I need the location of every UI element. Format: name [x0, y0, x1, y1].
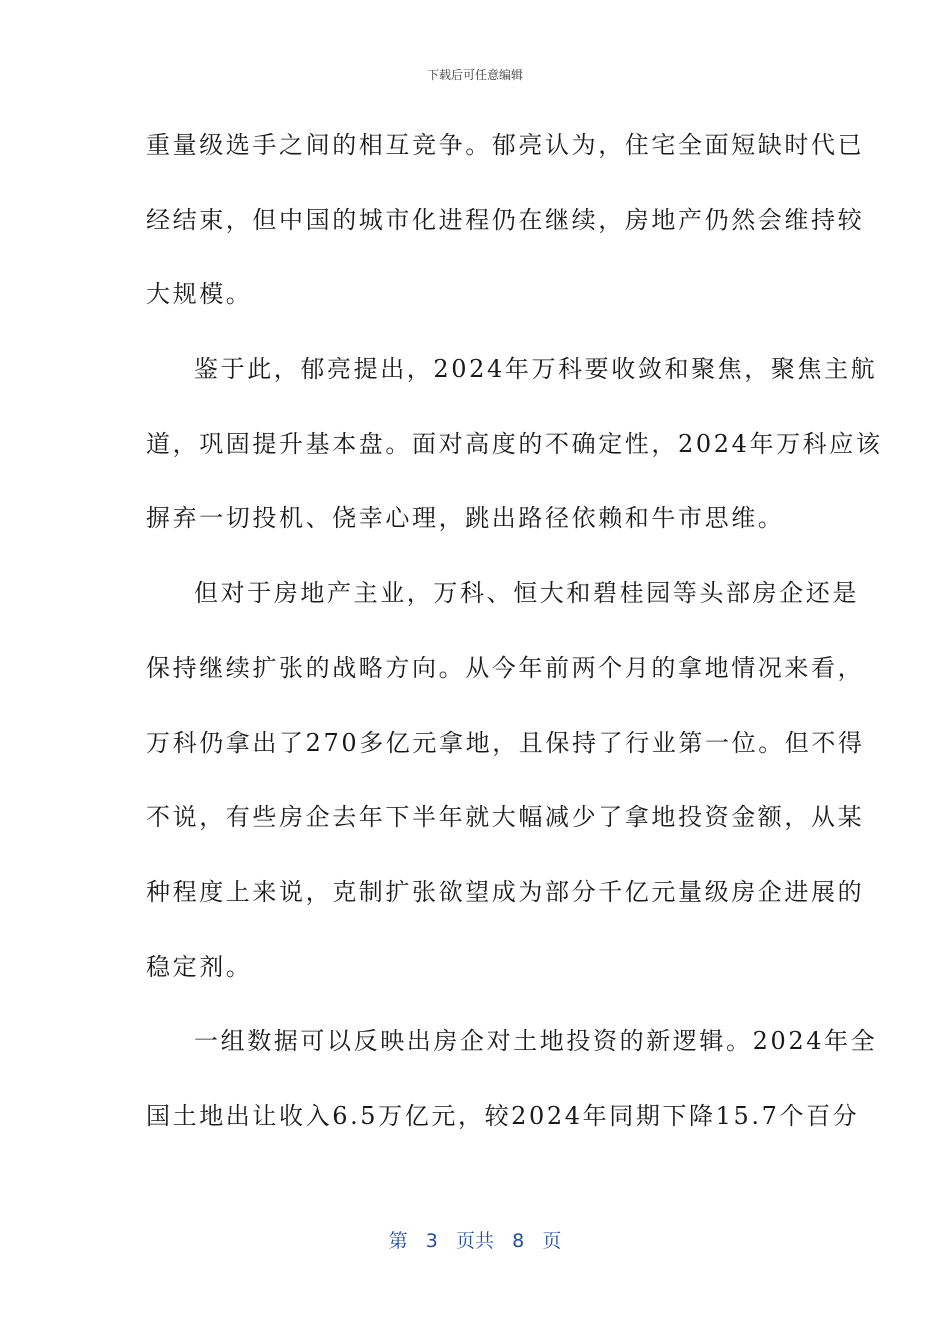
total-pages-number: 8 [512, 1230, 525, 1252]
text-line: 万科仍拿出了270多亿元拿地，且保持了行业第一位。但不得 [146, 728, 865, 757]
text-line: 一组数据可以反映出房企对土地投资的新逻辑。2024年全 [194, 1027, 878, 1056]
text-line: 道，巩固提升基本盘。面对高度的不确定性，2024年万科应该 [146, 429, 883, 458]
document-body [146, 119, 883, 1165]
text-line: 种程度上来说，克制扩张欲望成为部分千亿元量级房企进展的 [146, 877, 865, 906]
text-line: 不说，有些房企去年下半年就大幅减少了拿地投资金额，从某 [146, 803, 865, 832]
current-page-number: 3 [425, 1230, 438, 1252]
page-header: 下载后可任意编辑 [426, 68, 523, 82]
text-line: 大规模。 [146, 280, 253, 309]
text-line: 鉴于此，郁亮提出，2024年万科要收敛和聚焦，聚焦主航 [194, 355, 878, 384]
footer-prefix: 第 [388, 1230, 408, 1252]
text-line: 经结束，但中国的城市化进程仍在继续，房地产仍然会维持较 [146, 205, 865, 234]
text-line: 稳定剂。 [146, 952, 253, 981]
text-line: 保持继续扩张的战略方向。从今年前两个月的拿地情况来看， [146, 653, 865, 682]
page-footer [0, 1226, 950, 1253]
footer-suffix: 页 [542, 1230, 562, 1252]
text-line: 重量级选手之间的相互竞争。郁亮认为，住宅全面短缺时代已 [146, 131, 865, 159]
text-line: 摒弃一切投机、侥幸心理，跳出路径依赖和牛市思维。 [146, 504, 785, 533]
text-line: 国土地出让收入6.5万亿元，较2024年同期下降15.7个百分 [146, 1101, 860, 1130]
text-line: 但对于房地产主业，万科、恒大和碧桂园等头部房企还是 [194, 579, 859, 608]
footer-middle: 页共 [455, 1230, 494, 1252]
